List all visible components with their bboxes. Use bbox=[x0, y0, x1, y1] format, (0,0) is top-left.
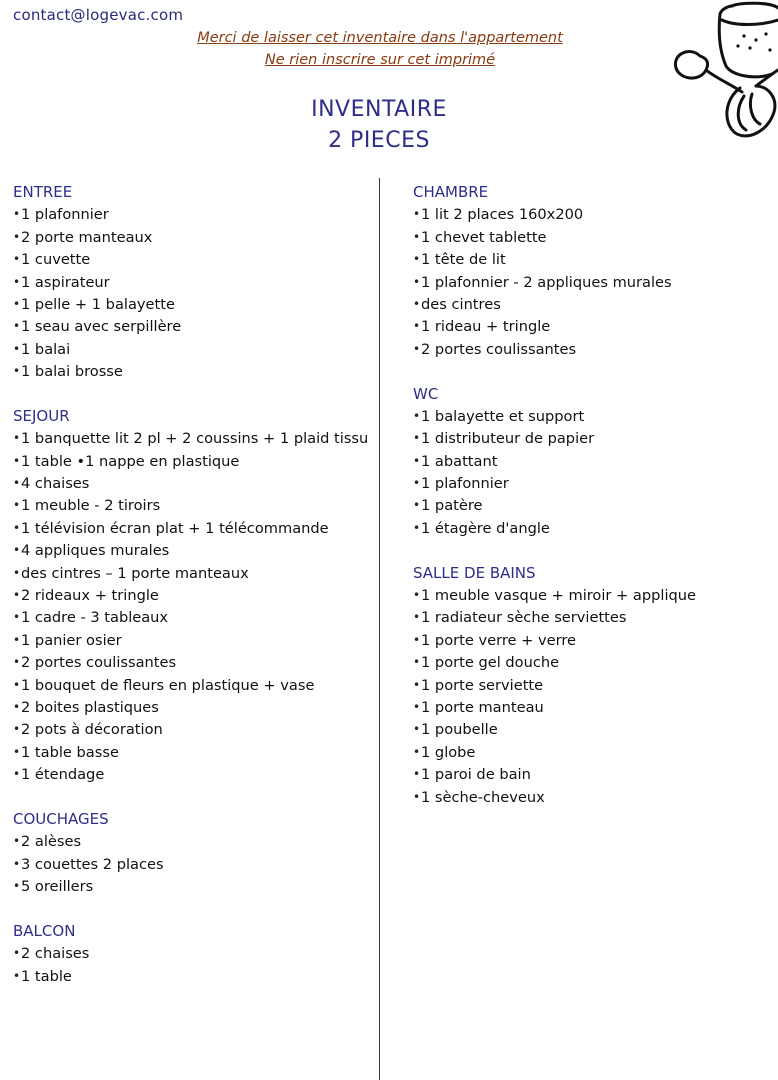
list-item: • 2 portes coulissantes bbox=[413, 338, 773, 360]
section-chambre bbox=[413, 181, 773, 360]
list-item: • 1 banquette lit 2 pl + 2 coussins + 1 plaid tissu bbox=[13, 427, 375, 449]
list-item: • 1 porte verre + verre bbox=[413, 629, 773, 651]
page-title: INVENTAIRE bbox=[311, 97, 447, 122]
list-item: • 1 porte gel douche bbox=[413, 651, 773, 673]
list-item: • 5 oreillers bbox=[13, 875, 375, 897]
list-item: • 2 porte manteaux bbox=[13, 226, 375, 248]
list-item: • des cintres – 1 porte manteaux bbox=[13, 562, 375, 584]
list-item: • 1 seau avec serpillère bbox=[13, 315, 375, 337]
list-item: • 1 distributeur de papier bbox=[413, 427, 773, 449]
list-item: • 1 balai brosse bbox=[13, 360, 375, 382]
list-item: • 1 meuble vasque + miroir + applique bbox=[413, 584, 773, 606]
section-sejour bbox=[13, 405, 375, 786]
list-item: • 1 aspirateur bbox=[13, 271, 375, 293]
list-item: • 3 couettes 2 places bbox=[13, 853, 375, 875]
left-column bbox=[13, 181, 375, 1009]
list-item: • 1 poubelle bbox=[413, 718, 773, 740]
list-item: • 1 plafonnier bbox=[13, 203, 375, 225]
list-item: • 1 porte serviette bbox=[413, 674, 773, 696]
section-salle-de-bains bbox=[413, 562, 773, 808]
list-item: • 1 bouquet de fleurs en plastique + vase bbox=[13, 674, 375, 696]
section-heading: SEJOUR bbox=[13, 406, 70, 425]
notice-leave-inventory: Merci de laisser cet inventaire dans l'appartement bbox=[197, 30, 563, 46]
email-address: contact@logevac.com bbox=[13, 6, 184, 24]
list-item: • 1 table basse bbox=[13, 741, 375, 763]
list-item: • 1 panier osier bbox=[13, 629, 375, 651]
list-item: • 2 rideaux + tringle bbox=[13, 584, 375, 606]
list-item: • 1 table bbox=[13, 965, 375, 987]
list-item: • 1 lit 2 places 160x200 bbox=[413, 203, 773, 225]
right-column bbox=[413, 181, 773, 830]
section-couchages bbox=[13, 808, 375, 898]
list-item: • 1 cuvette bbox=[13, 248, 375, 270]
kitchen-mug-whisk-icon bbox=[660, 0, 778, 142]
section-heading: SALLE DE BAINS bbox=[413, 563, 536, 582]
page-subtitle: 2 PIECES bbox=[328, 128, 430, 153]
column-divider bbox=[379, 178, 380, 1080]
list-item: • 2 boites plastiques bbox=[13, 696, 375, 718]
list-item: • 1 chevet tablette bbox=[413, 226, 773, 248]
section-wc bbox=[413, 383, 773, 540]
list-item: • 1 radiateur sèche serviettes bbox=[413, 606, 773, 628]
list-item: • 1 plafonnier bbox=[413, 472, 773, 494]
list-item: • 1 balai bbox=[13, 338, 375, 360]
list-item: • 4 chaises bbox=[13, 472, 375, 494]
list-item: • 1 globe bbox=[413, 741, 773, 763]
list-item: • 2 pots à décoration bbox=[13, 718, 375, 740]
list-item: • 1 paroi de bain bbox=[413, 763, 773, 785]
list-item: • 1 télévision écran plat + 1 télécommande bbox=[13, 517, 375, 539]
section-heading: CHAMBRE bbox=[413, 183, 489, 201]
notice-do-not-write: Ne rien inscrire sur cet imprimé bbox=[264, 52, 496, 68]
list-item: • 1 patère bbox=[413, 494, 773, 516]
list-item: • 1 cadre - 3 tableaux bbox=[13, 606, 375, 628]
section-heading: COUCHAGES bbox=[13, 809, 109, 828]
list-item: • 1 pelle + 1 balayette bbox=[13, 293, 375, 315]
section-balcon bbox=[13, 920, 375, 987]
list-item: • 1 meuble - 2 tiroirs bbox=[13, 494, 375, 516]
section-entree bbox=[13, 181, 375, 383]
list-item: • 1 porte manteau bbox=[413, 696, 773, 718]
list-item: • 1 étendage bbox=[13, 763, 375, 785]
list-item: • 2 chaises bbox=[13, 942, 375, 964]
list-item: • 1 tête de lit bbox=[413, 248, 773, 270]
section-heading: WC bbox=[413, 384, 439, 403]
list-item: • 1 sèche-cheveux bbox=[413, 786, 773, 808]
list-item: • des cintres bbox=[413, 293, 773, 315]
list-item: • 2 portes coulissantes bbox=[13, 651, 375, 673]
list-item: • 1 balayette et support bbox=[413, 405, 773, 427]
list-item: • 1 rideau + tringle bbox=[413, 315, 773, 337]
list-item: • 1 table •1 nappe en plastique bbox=[13, 450, 375, 472]
list-item: • 4 appliques murales bbox=[13, 539, 375, 561]
list-item: • 2 alèses bbox=[13, 830, 375, 852]
list-item: • 1 abattant bbox=[413, 450, 773, 472]
list-item: • 1 plafonnier - 2 appliques murales bbox=[413, 271, 773, 293]
section-heading: ENTREE bbox=[13, 183, 73, 201]
section-heading: BALCON bbox=[13, 921, 76, 940]
list-item: • 1 étagère d'angle bbox=[413, 517, 773, 539]
